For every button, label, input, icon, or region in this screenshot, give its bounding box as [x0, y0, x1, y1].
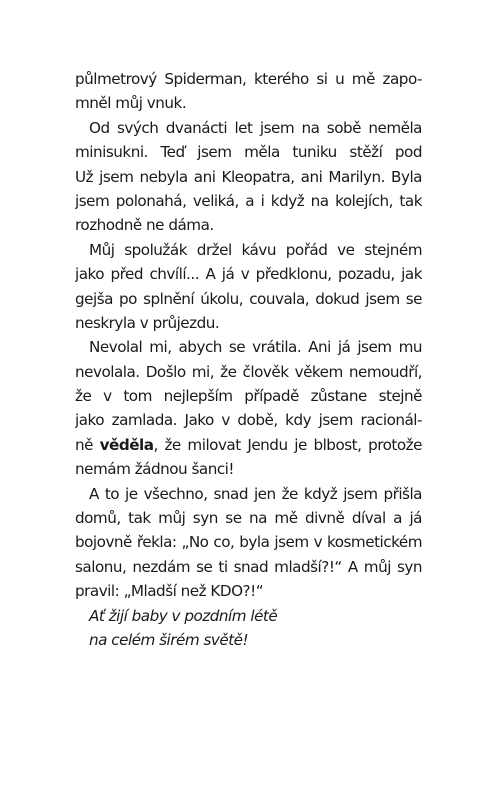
- text-line: Už jsem nebyla ani Kleopatra, ani Marilyn. Byla: [75, 167, 422, 186]
- text-line: neskryla v průjezdu.: [75, 313, 220, 332]
- text-line: Od svých dvanácti let jsem na sobě neměla: [89, 118, 422, 137]
- text-line: domů, tak můj syn se na mě divně díval a já: [75, 509, 422, 528]
- text-line: salonu, nezdám se ti snad mladší?!“ A můj syn: [75, 557, 422, 576]
- text-line: půlmetrový Spiderman, kterého si u mě zapo-: [75, 70, 422, 88]
- text-line: že v tom nejlepším případě zůstane stejně: [75, 387, 422, 406]
- verse-line: Ať žijí baby v pozdním létě: [89, 606, 278, 625]
- text-line: gejša po splnění úkolu, couvala, dokud jsem se: [75, 289, 422, 308]
- text-fragment: ně: [75, 435, 100, 454]
- text-fragment: , že milovat Jendu je blbost, protože: [153, 435, 422, 454]
- text-line: jako zamlada. Jako v době, kdy jsem racionál-: [75, 411, 422, 430]
- body-text: [75, 67, 422, 652]
- verse-line: na celém širém světě!: [89, 630, 249, 649]
- text-line: nevolala. Došlo mi, že člověk věkem nemoudří,: [75, 362, 422, 381]
- text-line: Můj spolužák držel kávu pořád ve stejném: [89, 240, 422, 259]
- text-line: minisukni. Teď jsem měla tuniku stěží pod: [75, 143, 422, 162]
- text-line: Nevolal mi, abych se vrátila. Ani já jsem mu: [89, 338, 422, 357]
- text-line: jsem polonahá, veliká, a i když na kolejích, tak: [75, 191, 422, 210]
- text-line: bojovně řekla: „No co, byla jsem v kosmetickém: [75, 533, 422, 552]
- text-line: pravil: „Mladší než KDO?!“: [75, 582, 264, 601]
- bold-word: věděla: [99, 435, 154, 454]
- text-line: mněl můj vnuk.: [75, 94, 187, 113]
- text-line: A to je všechno, snad jen že když jsem přišla: [89, 484, 422, 503]
- text-line: nemám žádnou šanci!: [75, 460, 234, 479]
- text-line: jako před chvílí... A já v předklonu, pozadu, jak: [75, 265, 422, 284]
- text-line: rozhodně ne dáma.: [75, 216, 214, 235]
- text-line-with-bold: [75, 433, 422, 457]
